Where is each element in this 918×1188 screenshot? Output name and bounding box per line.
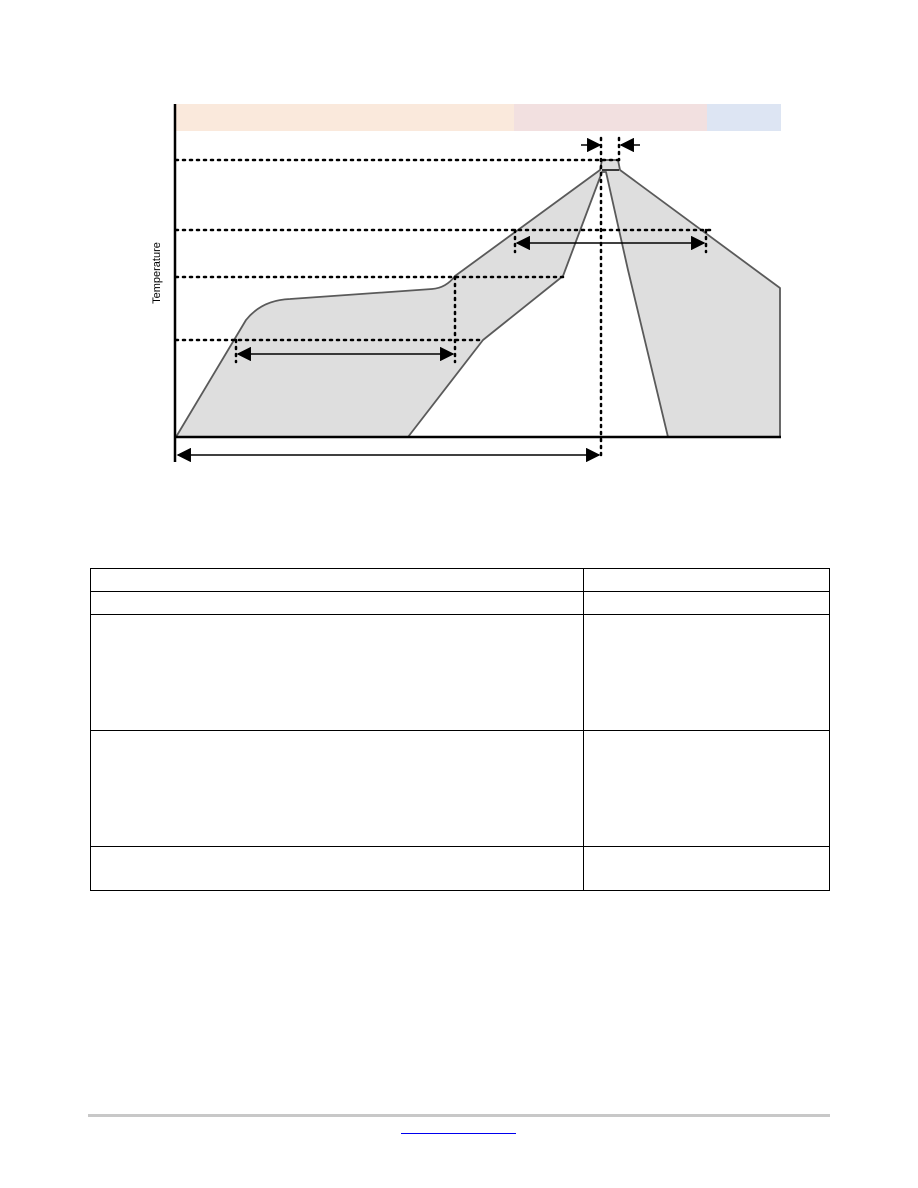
table-cell-value (584, 569, 830, 592)
cooling-zone-band (707, 104, 781, 131)
table-row (91, 731, 830, 847)
footer-link[interactable] (401, 1119, 516, 1134)
footer-divider (88, 1114, 830, 1117)
reflow-profile-diagram (0, 0, 918, 540)
preheat-zone-band (176, 104, 514, 131)
table-cell-value (584, 847, 830, 891)
table-cell-parameter (91, 592, 584, 615)
reflow-zone-band (514, 104, 707, 131)
table-row (91, 847, 830, 891)
table-cell-parameter (91, 731, 584, 847)
table-row (91, 615, 830, 731)
table-cell-value (584, 592, 830, 615)
y-axis-label: Temperature (151, 242, 163, 304)
table-cell-parameter (91, 569, 584, 592)
table-cell-parameter (91, 615, 584, 731)
table-cell-value (584, 731, 830, 847)
profile-specification-table (90, 568, 830, 891)
table-cell-parameter (91, 847, 584, 891)
profile-envelope-region (176, 160, 780, 437)
table-cell-value (584, 615, 830, 731)
table-row (91, 569, 830, 592)
table-row (91, 592, 830, 615)
